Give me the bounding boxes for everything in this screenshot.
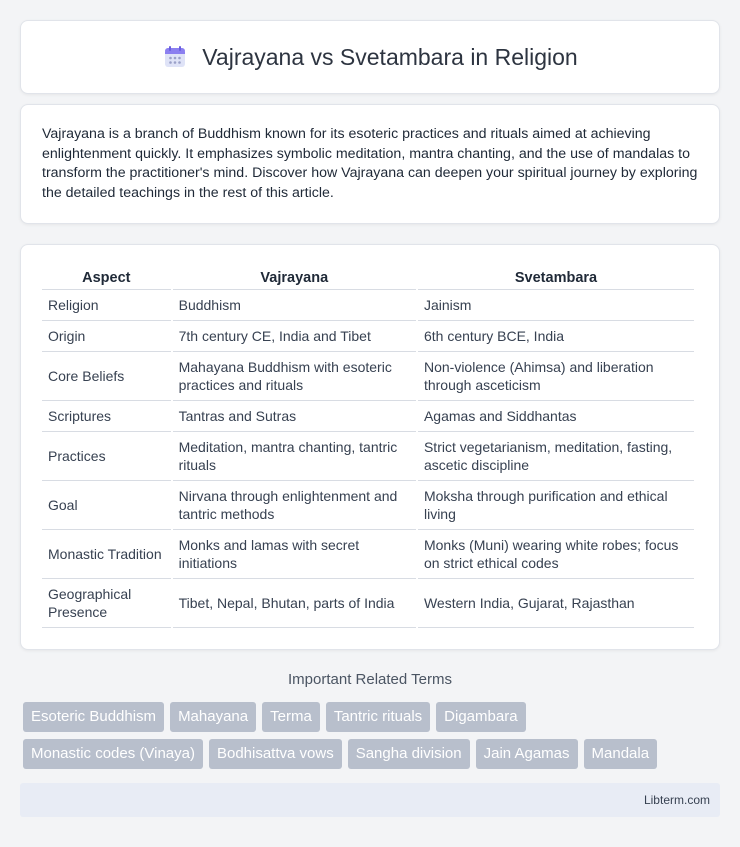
table-row — [42, 290, 694, 321]
vajrayana-cell: Tibet, Nepal, Bhutan, parts of India — [173, 579, 416, 628]
page-title: Vajrayana vs Svetambara in Religion — [202, 43, 578, 70]
column-header: Aspect — [42, 265, 171, 290]
related-terms-heading: Important Related Terms — [288, 671, 452, 688]
vajrayana-cell: Buddhism — [173, 290, 416, 321]
aspect-cell: Geographical Presence — [42, 579, 171, 628]
vajrayana-cell: Meditation, mantra chanting, tantric rituals — [173, 432, 416, 481]
related-term-tag[interactable]: Sangha division — [348, 739, 470, 769]
tag-row — [23, 702, 723, 732]
svetambara-cell: 6th century BCE, India — [418, 321, 694, 352]
svetambara-cell: Moksha through purification and ethical living — [418, 481, 694, 530]
related-term-tag[interactable]: Tantric rituals — [326, 702, 430, 732]
table-row — [42, 321, 694, 352]
column-header: Vajrayana — [173, 265, 416, 290]
footer-site-link[interactable]: Libterm.com — [643, 793, 710, 807]
vajrayana-cell: 7th century CE, India and Tibet — [173, 321, 416, 352]
table-row — [42, 530, 694, 579]
table-row — [42, 432, 694, 481]
calendar-icon — [162, 44, 188, 70]
vajrayana-cell: Tantras and Sutras — [173, 401, 416, 432]
related-term-tag[interactable]: Digambara — [436, 702, 525, 732]
tag-row — [23, 739, 723, 769]
related-term-tag[interactable]: Terma — [262, 702, 320, 732]
related-term-tag[interactable]: Bodhisattva vows — [209, 739, 342, 769]
table-row — [42, 579, 694, 628]
related-term-tag[interactable]: Monastic codes (Vinaya) — [23, 739, 203, 769]
svetambara-cell: Western India, Gujarat, Rajasthan — [418, 579, 694, 628]
header-card — [20, 20, 720, 94]
aspect-cell: Goal — [42, 481, 171, 530]
svetambara-cell: Agamas and Siddhantas — [418, 401, 694, 432]
intro-text: Vajrayana is a branch of Buddhism known for its esoteric practices and rituals aimed at achieving enlightenment quickly. It emphasizes symbolic meditation, mantra chanting, and the use of mandalas to transform the practitioner's mind. Discover how Vajrayana can deepen your spiritual journey by exploring the detailed teachings in the rest of this article. — [42, 126, 698, 201]
comparison-card — [20, 244, 720, 650]
table-row — [42, 352, 694, 401]
svetambara-cell: Monks (Muni) wearing white robes; focus on strict ethical codes — [418, 530, 694, 579]
aspect-cell: Religion — [42, 290, 171, 321]
column-header: Svetambara — [418, 265, 694, 290]
footer — [20, 783, 720, 817]
aspect-cell: Core Beliefs — [42, 352, 171, 401]
svetambara-cell: Non-violence (Ahimsa) and liberation through asceticism — [418, 352, 694, 401]
table-header-row — [42, 265, 694, 290]
table-row — [42, 481, 694, 530]
related-term-tag[interactable]: Mandala — [584, 739, 658, 769]
vajrayana-cell: Nirvana through enlightenment and tantric methods — [173, 481, 416, 530]
aspect-cell: Practices — [42, 432, 171, 481]
comparison-table — [40, 265, 696, 628]
aspect-cell: Monastic Tradition — [42, 530, 171, 579]
related-term-tag[interactable]: Esoteric Buddhism — [23, 702, 164, 732]
related-terms-list — [23, 702, 723, 776]
svetambara-cell: Jainism — [418, 290, 694, 321]
table-row — [42, 401, 694, 432]
related-term-tag[interactable]: Jain Agamas — [476, 739, 578, 769]
aspect-cell: Scriptures — [42, 401, 171, 432]
vajrayana-cell: Monks and lamas with secret initiations — [173, 530, 416, 579]
aspect-cell: Origin — [42, 321, 171, 352]
related-term-tag[interactable]: Mahayana — [170, 702, 256, 732]
vajrayana-cell: Mahayana Buddhism with esoteric practices and rituals — [173, 352, 416, 401]
svetambara-cell: Strict vegetarianism, meditation, fasting, ascetic discipline — [418, 432, 694, 481]
intro-card — [20, 104, 720, 224]
